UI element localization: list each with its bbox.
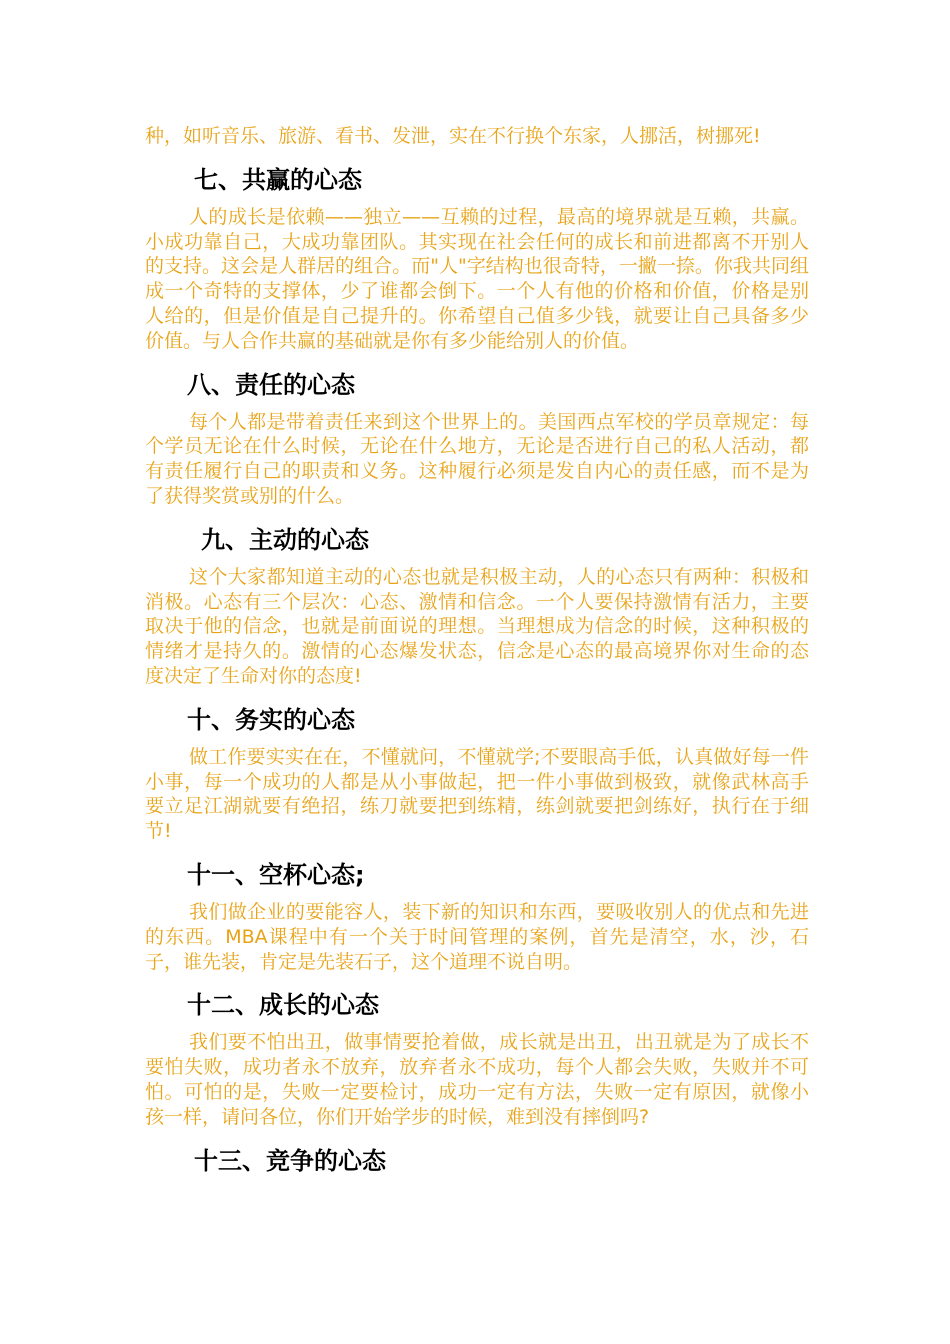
intro-tail-paragraph: 种，如听音乐、旅游、看书、发泄，实在不行换个东家，人挪活，树挪死! [145,125,761,147]
section-body-pragmatic: 做工作要实实在在，不懂就问，不懂就学;不要眼高手低，认真做好每一件小事，每一个成功的人都是从小事做起，把一件小事做到极致，就像武林高手要立足江湖就要有绝招，练刀就要把到练精，练剑就要把剑练好，执行在于细节! [145,745,809,843]
section-heading-responsibility: 八、责任的心态 [187,370,355,399]
section-heading-growth: 十二、成长的心态 [187,991,379,1020]
section-heading-win-win: 七、共赢的心态 [194,165,362,194]
section-body-initiative: 这个大家都知道主动的心态也就是积极主动，人的心态只有两种：积极和消极。心态有三个层次：心态、激情和信念。一个人要保持激情有活力，主要取决于他的信念，也就是前面说的理想。当理想成为信念的时候，这种积极的情绪才是持久的。激情的心态爆发状态，信念是心态的最高境界你对生命的态度决定了生命对你的态度! [145,565,809,687]
section-heading-competition: 十三、竞争的心态 [194,1146,386,1175]
section-body-empty-cup: 我们做企业的要能容人，装下新的知识和东西，要吸收别人的优点和先进的东西。MBA课程中有一个关于时间管理的案例，首先是清空，水，沙，石子，谁先装，肯定是先装石子，这个道理不说自明。 [145,900,809,973]
section-body-win-win: 人的成长是依赖——独立——互赖的过程，最高的境界就是互赖，共赢。小成功靠自己，大成功靠团队。其实现在社会任何的成长和前进都离不开别人的支持。这会是人群居的组合。而"人"字结构也很奇特，一撇一捺。你我共同组成一个奇特的支撑体，少了谁都会倒下。一个人有他的价格和价值，价格是别人给的，但是价值是自己提升的。你希望自己值多少钱，就要让自己具备多少价值。与人合作共赢的基础就是你有多少能给别人的价值。 [145,205,809,352]
section-heading-pragmatic: 十、务实的心态 [187,705,355,734]
document-page [145,124,809,1186]
section-body-growth: 我们要不怕出丑，做事情要抢着做，成长就是出丑，出丑就是为了成长不要怕失败，成功者永不放弃，放弃者永不成功，每个人都会失败，失败并不可怕。可怕的是，失败一定要检讨，成功一定有方法，失败一定有原因，就像小孩一样，请问各位，你们开始学步的时候，难到没有摔倒吗? [145,1031,809,1128]
section-heading-empty-cup: 十一、空杯心态; [187,860,365,889]
section-heading-initiative: 九、主动的心态 [201,525,369,554]
section-body-responsibility: 每个人都是带着责任来到这个世界上的。美国西点军校的学员章规定：每个学员无论在什么时候，无论在什么地方，无论是否进行自己的私人活动，都有责任履行自己的职责和义务。这种履行必须是发自内心的责任感，而不是为了获得奖赏或别的什么。 [145,410,809,507]
